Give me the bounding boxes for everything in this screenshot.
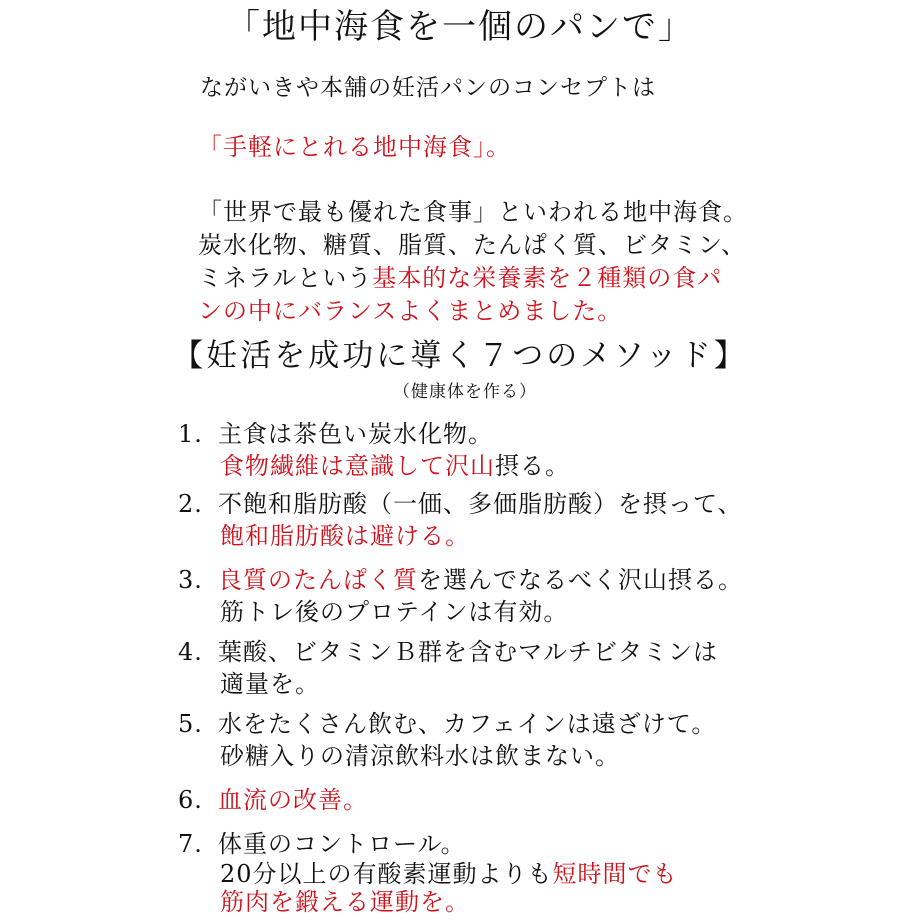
method-1-text: 主食は茶色い炭水化物。 — [218, 420, 493, 448]
method-2-line-1 — [178, 488, 743, 520]
method-6-highlight: 血流の改善。 — [218, 786, 368, 814]
method-6-line-1 — [178, 784, 368, 816]
method-item-4 — [178, 636, 718, 700]
method-7-line-2 — [178, 860, 678, 888]
method-7-line-3: 筋肉を鍛える運動を。 — [220, 888, 470, 916]
page-title: 「地中海食を一個のパンで」 — [226, 7, 694, 47]
method-5-line-2: 砂糖入りの清涼飲料水は飲まない。 — [220, 742, 620, 770]
method-1-line-1 — [178, 418, 570, 450]
method-number: 1. — [178, 420, 203, 448]
paragraph-line-2: 炭水化物、糖質、脂質、たんぱく質、ビタミン、 — [198, 231, 747, 259]
method-item-5 — [178, 708, 716, 772]
paragraph-line-1: 「世界で最も優れた食事」といわれる地中海食。 — [198, 198, 748, 226]
method-number: 4. — [178, 638, 203, 666]
method-3-line-2: 筋トレ後のプロテインは有効。 — [220, 598, 569, 626]
concept-text: 「手軽にとれる地中海食」。 — [198, 133, 511, 161]
method-7-text-2: 20分以上の有酸素運動よりも — [220, 860, 553, 888]
paragraph-line-3-red: 基本的な栄養素を２種類の食パ — [372, 264, 723, 292]
method-number: 7. — [178, 830, 203, 858]
method-item-1 — [178, 418, 570, 482]
method-7-highlight: 短時間でも — [552, 860, 678, 888]
method-1-text-end: 摂る。 — [495, 452, 570, 480]
paragraph-line-3-black: ミネラルという — [198, 264, 373, 292]
method-item-7 — [178, 828, 678, 916]
methods-heading: 【妊活を成功に導く７つのメソッド】 — [172, 338, 748, 374]
method-1-highlight: 食物繊維は意識して沢山 — [220, 452, 495, 480]
method-3-highlight: 良質のたんぱく質 — [218, 566, 418, 594]
method-2-highlight: 飽和脂肪酸は避ける。 — [220, 522, 470, 550]
method-5-text: 水をたくさん飲む、カフェインは遠ざけて。 — [218, 710, 717, 738]
method-7-text: 体重のコントロール。 — [218, 830, 466, 858]
method-number: 6. — [178, 786, 203, 814]
mediterranean-paragraph — [198, 196, 748, 328]
method-7-line-1 — [178, 828, 678, 860]
method-item-3 — [178, 564, 743, 628]
method-2-text: 不飽和脂肪酸（一価、多価脂肪酸）を摂って、 — [218, 490, 743, 518]
method-number: 3. — [178, 566, 203, 594]
method-3-text: を選んでなるべく沢山摂る。 — [418, 566, 743, 594]
method-4-text: 葉酸、ビタミンＢ群を含むマルチビタミンは — [218, 638, 718, 666]
methods-subheading: （健康体を作る） — [393, 382, 537, 402]
method-number: 2. — [178, 490, 203, 518]
intro-text: ながいきや本舗の妊活パンのコンセプトは — [200, 75, 656, 101]
paragraph-line-3 — [198, 262, 748, 295]
method-4-line-1 — [178, 636, 718, 668]
method-number: 5. — [178, 710, 203, 738]
method-4-line-2: 適量を。 — [220, 670, 320, 698]
method-3-line-1 — [178, 564, 743, 596]
method-item-6 — [178, 784, 368, 816]
method-5-line-1 — [178, 708, 716, 740]
method-item-2 — [178, 488, 743, 552]
paragraph-line-4: ンの中にバランスよくまとめました。 — [198, 297, 623, 325]
method-1-line-2 — [178, 450, 570, 482]
